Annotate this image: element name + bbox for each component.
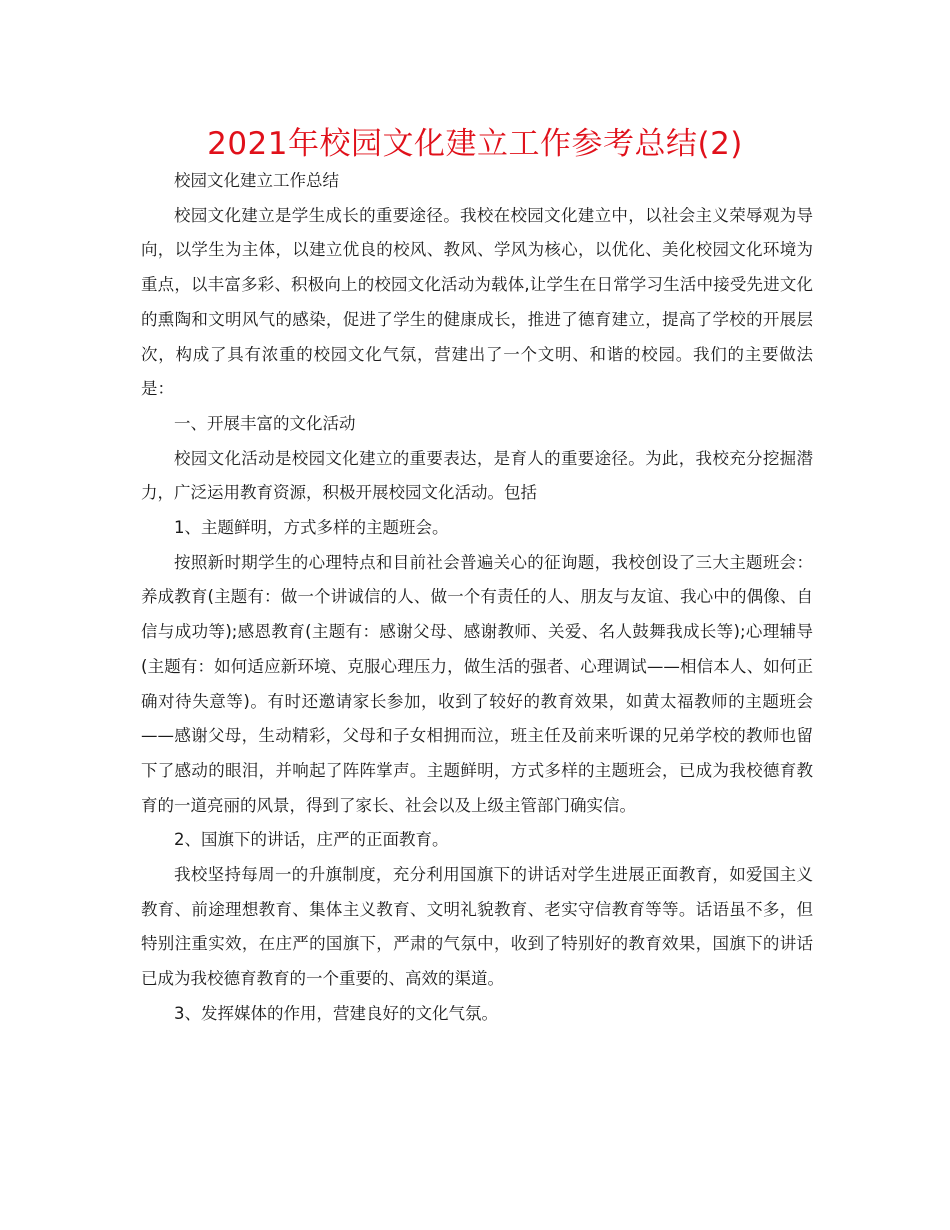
document-body <box>141 164 813 1032</box>
section-heading-1: 一、开展丰富的文化活动 <box>174 413 356 433</box>
subsection-heading-3: 3、发挥媒体的作用，营建良好的文化气氛。 <box>174 1003 498 1023</box>
paragraph: 校园文化活动是校园文化建立的重要表达，是育人的重要途径。为此，我校充分挖掘潜力，广泛运用教育资源，积极开展校园文化活动。包括 <box>141 448 813 503</box>
paragraph-heading: 校园文化建立工作总结 <box>174 171 339 190</box>
paragraph: 我校坚持每周一的升旗制度，充分利用国旗下的讲话对学生进展正面教育，如爱国主义教育、前途理想教育、集体主义教育、文明礼貌教育、老实守信教育等等。话语虽不多，但特别注重实效，在庄严的国旗下，严肃的气氛中，收到了特别好的教育效果，国旗下的讲话已成为我校德育教育的一个重要的、高效的渠道。 <box>141 865 813 989</box>
subsection-heading-2: 2、国旗下的讲话，庄严的正面教育。 <box>174 830 449 850</box>
document-title: 2021年校园文化建立工作参考总结(2) <box>207 126 743 162</box>
paragraph-intro: 校园文化建立是学生成长的重要途径。我校在校园文化建立中，以社会主义荣辱观为导向，以学生为主体，以建立优良的校风、教风、学风为核心，以优化、美化校园文化环境为重点，以丰富多彩、积极向上的校园文化活动为载体,让学生在日常学习生活中接受先进文化的熏陶和文明风气的感染，促进了学生的健康成长，推进了德育建立，提高了学校的开展层次，构成了具有浓重的校园文化气氛，营建出了一个文明、和谐的校园。我们的主要做法是： <box>141 205 813 399</box>
subsection-heading-1: 1、主题鲜明，方式多样的主题班会。 <box>174 518 449 538</box>
paragraph: 按照新时期学生的心理特点和目前社会普遍关心的征询题，我校创设了三大主题班会：养成教育(主题有：做一个讲诚信的人、做一个有责任的人、朋友与友谊、我心中的偶像、自信与成功等);感恩教育(主题有：感谢父母、感谢教师、关爱、名人鼓舞我成长等);心理辅导(主题有：如何适应新环境、克服心理压力，做生活的强者、心理调试——相信本人、如何正确对待失意等)。有时还邀请家长参加，收到了较好的教育效果，如黄太福教师的主题班会——感谢父母，生动精彩，父母和子女相拥而泣，班主任及前来听课的兄弟学校的教师也留下了感动的眼泪，并响起了阵阵掌声。主题鲜明，方式多样的主题班会，已成为我校德育教育的一道亮丽的风景，得到了家长、社会以及上级主管部门确实信。 <box>141 552 813 815</box>
